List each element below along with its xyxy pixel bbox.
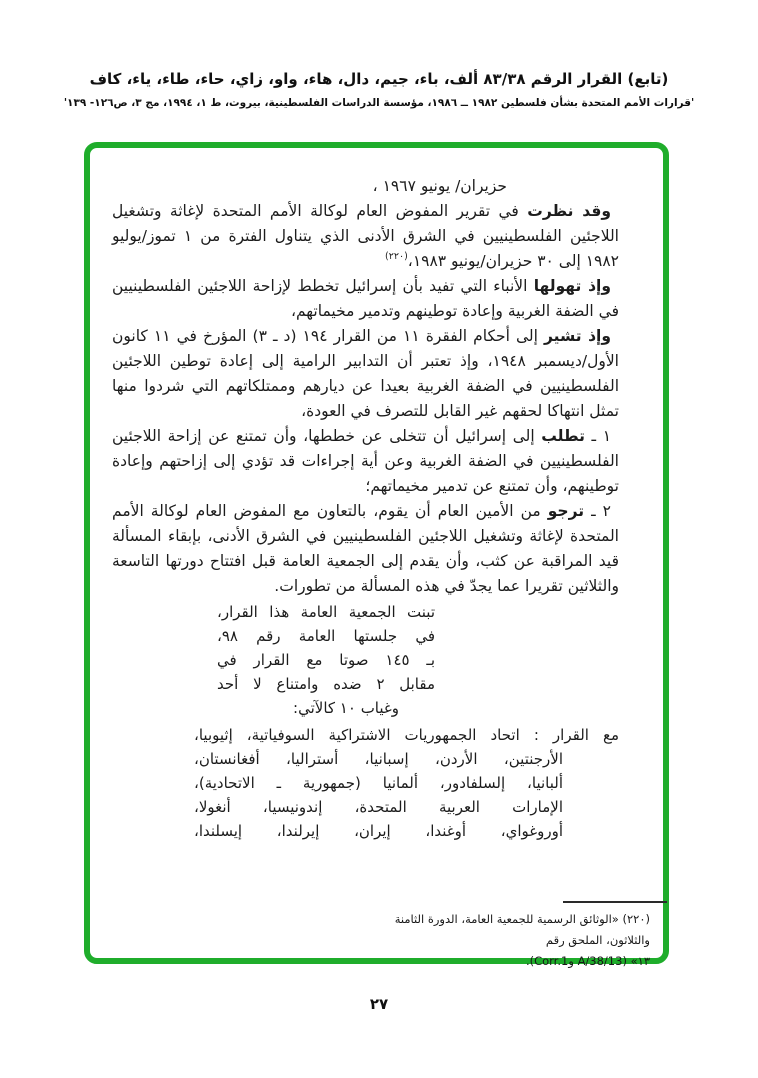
header-resolution-title: (تابع) القرار الرقم ٨٣/٣٨ ألف، باء، جيم، دال، هاء، واو، زاي، حاء، طاء، ياء، كاف: [89, 70, 669, 88]
countries-text: اتحاد الجمهوريات الاشتراكية السوفياتية، إثيوبيا،: [194, 726, 520, 744]
paragraph-number: ١ ـ: [584, 427, 612, 445]
paragraph-body: إلى أحكام الفقرة ١١ من القرار ١٩٤ (د ـ ٣) المؤرخ في ١١ كانون الأول/ديسمبر ١٩٤٨، وإذ تعتبر أن التدابير الرامية إلى إعادة توطين اللاجئين الفلسطينيين في الضفة الغربية بعيدا عن ديارهم وممتلكاتهم التي شردوا منها تمثل انتهاكا لحقهم غير القابل للتصرف في العودة،: [112, 327, 619, 420]
preamble-paragraph-3: [112, 324, 619, 424]
paragraph-lead: وإذ تهولها: [533, 277, 611, 295]
paragraph-body: في تقرير المفوض العام لوكالة الأمم المتحدة لإغاثة وتشغيل اللاجئين الفلسطينيين في الشرق الأدنى الذي يتناول الفترة من ١ تموز/يوليو ١٩٨٢ إلى ٣٠ حزيران/يونيو ١٩٨٣،: [112, 202, 619, 270]
vote-line: مقابل ٢ ضده وامتناع لا أحد: [217, 675, 435, 693]
paragraph-body: من الأمين العام أن يقوم، بالتعاون مع المفوض العام لوكالة الأمم المتحدة لإغاثة وتشغيل اللاجئين الفلسطينيين في الشرق الأدنى، بإبقاء المسألة قيد المراقبة عن كثب، وأن يقدم إلى الجمعية العامة قبل افتتاح دورتها التاسعة والثلاثين تقريرا عما يجدّ في هذه المسألة من تطورات.: [112, 502, 619, 595]
operative-paragraph-1: [112, 424, 619, 499]
footnote-reference: (٢٢٠): [385, 251, 408, 262]
paragraph-lead: ترجو: [547, 502, 585, 520]
vote-category-label: مع القرار :: [533, 726, 619, 744]
vote-line: في جلستها العامة رقم ٩٨،: [217, 627, 435, 645]
continuation-line: حزيران/ يونيو ١٩٦٧ ،: [372, 177, 507, 195]
footnote-line: ١٣» (A/38/13 وCorr.1).: [525, 954, 650, 968]
page-number: ٢٧: [369, 995, 389, 1013]
paragraph-lead: تطلب: [541, 427, 585, 445]
footnote-separator: [563, 901, 667, 903]
paragraph-body: إلى إسرائيل أن تتخلى عن خططها، وأن تمتنع عن إزاحة اللاجئين الفلسطينيين في الضفة الغربية وعن أية إجراءات قد تؤدي إلى إزاحتهم وإعادة توطينهم، وأن تمتنع عن تدمير مخيماتهم؛: [112, 427, 619, 495]
paragraph-lead: وقد نظرت: [527, 202, 611, 220]
countries-first-line: [194, 723, 619, 747]
operative-paragraph-2: [112, 499, 619, 599]
countries-line: أوروغواي، أوغندا، إيران، إيرلندا، إيسلندا،: [194, 822, 563, 840]
countries-line: ألبانيا، إلسلفادور، ألمانيا (جمهورية ـ الاتحادية)،: [194, 774, 563, 792]
resolution-frame: [84, 142, 669, 964]
preamble-paragraph-2: [112, 274, 619, 324]
vote-line: تبنت الجمعية العامة هذا القرار،: [217, 603, 435, 621]
footnote-line: (٢٢٠) «الوثائق الرسمية للجمعية العامة، الدورة الثامنة والثلاثون، الملحق رقم: [394, 912, 650, 947]
preamble-paragraph-1: [112, 199, 619, 274]
countries-line: الأرجنتين، الأردن، إسبانيا، أستراليا، أفغانستان،: [194, 750, 563, 768]
countries-in-favour-list: [194, 723, 619, 843]
vote-result-block: [217, 600, 435, 720]
vote-line: بـ ١٤٥ صوتا مع القرار في: [217, 651, 435, 669]
paragraph-lead: وإذ تشير: [544, 327, 611, 345]
header-source-citation: 'قرارات الأمم المتحدة بشأن فلسطين ١٩٨٢ ــ ١٩٨٦، مؤسسة الدراسات الفلسطينية، بيروت، ط ١، ١٩٩٤، مج ٣، ص١٢٦- ١٣٩': [63, 97, 695, 109]
footnote: [380, 909, 650, 972]
countries-line: الإمارات العربية المتحدة، إندونيسيا، أنغولا،: [194, 798, 563, 816]
resolution-text: [90, 148, 663, 843]
vote-line: وغياب ١٠ كالآتي:: [293, 699, 399, 717]
paragraph-number: ٢ ـ: [584, 502, 611, 520]
paragraph-body: الأنباء التي تفيد بأن إسرائيل تخطط لإزاحة اللاجئين الفلسطينيين في الضفة الغربية وإعادة توطينهم وتدمير مخيماتهم،: [112, 277, 619, 320]
page-header: [0, 68, 758, 112]
